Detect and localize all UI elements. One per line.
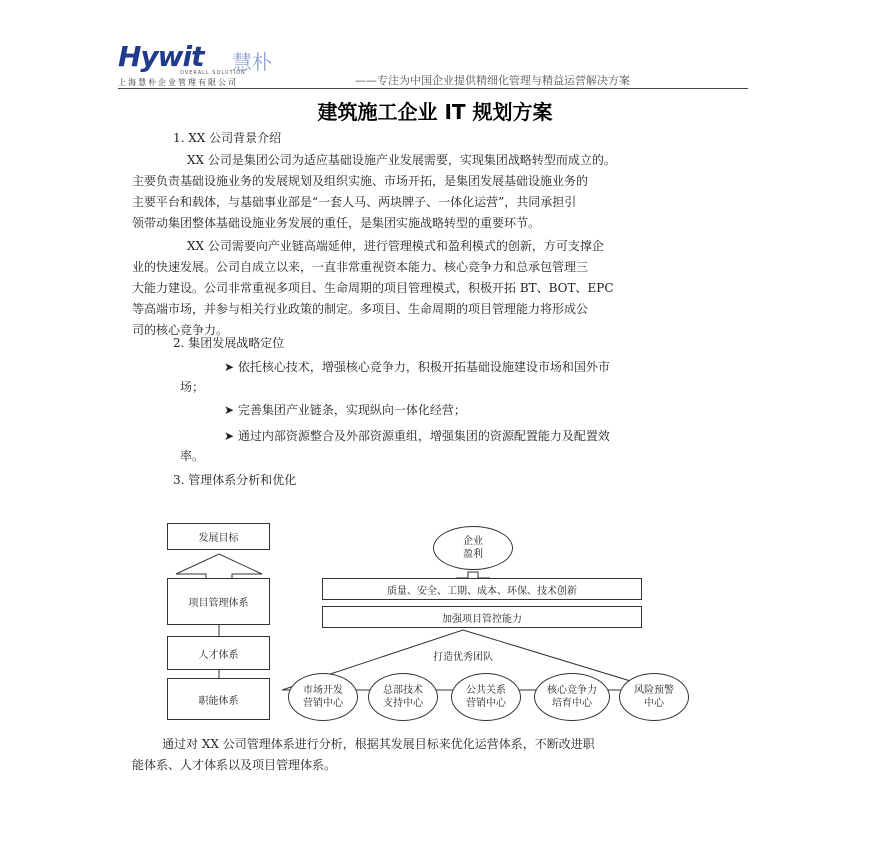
center-oval: 公共关系 营销中心 (451, 673, 521, 721)
logo-company-name: 上海慧朴企业管理有限公司 (118, 78, 238, 87)
bullet-text: 完善集团产业链条，实现纵向一体化经营； (237, 403, 466, 417)
bullet-text: 通过内部资源整合及外部资源重组，增强集团的资源配置能力及配置效 (237, 429, 610, 443)
arrow-bullet-icon: ➤ (224, 429, 238, 443)
text-line: 司的核心竞争力。 (132, 323, 229, 337)
text-line: 能体系、人才体系以及项目管理体系。 (132, 758, 337, 772)
arrow-bullet-icon: ➤ (224, 403, 238, 417)
bullet-text-wrap: 场； (180, 380, 205, 394)
section-3-heading: 3. 管理体系分析和优化 (173, 473, 297, 487)
text-line: XX 公司需要向产业链高端延伸，进行管理模式和盈利模式的创新，方可支撑企 (187, 239, 604, 253)
arrow-bullet-icon: ➤ (224, 360, 238, 374)
text-line: 主要负责基础设施业务的发展规划及组织实施、市场开拓，是集团发展基础设施业务的 (132, 174, 589, 188)
text-line: 业的快速发展。公司自成立以来，一直非常重视资本能力、核心竞争力和总承包管理三 (132, 260, 589, 274)
center-oval: 核心竞争力 培育中心 (534, 673, 610, 721)
logo-subtitle: OVERALL SOLUTION (180, 70, 246, 76)
section-1-heading: 1. XX 公司背景介绍 (173, 131, 282, 145)
text-line: 大能力建设。公司非常重视多项目、生命周期的项目管理模式，积极开拓 BT、BOT、EPC (132, 281, 614, 295)
function-system-box: 职能体系 (167, 678, 270, 720)
talent-system-box: 人才体系 (167, 636, 270, 670)
center-oval: 总部技术 支持中心 (368, 673, 438, 721)
goal-box: 发展目标 (167, 523, 270, 550)
section-2-heading: 2. 集团发展战略定位 (173, 336, 285, 350)
text-line: XX 公司是集团公司为适应基础设施产业发展需要，实现集团战略转型而成立的。 (187, 153, 616, 167)
text-line: 通过对 XX 公司管理体系进行分析，根据其发展目标来优化运营体系，不断改进职 (162, 737, 595, 751)
text-line: 主要平台和载体，与基础事业部是“一套人马、两块牌子、一体化运营”，共同承担引 (132, 195, 577, 209)
document-title: 建筑施工企业 IT 规划方案 (317, 100, 553, 124)
profit-oval: 企业 盈利 (433, 526, 513, 570)
control-bar: 加强项目管控能力 (322, 606, 642, 628)
center-oval: 市场开发 营销中心 (288, 673, 358, 721)
bullet-text-wrap: 率。 (180, 449, 205, 463)
logo-wordmark: Hywit (118, 40, 204, 73)
section-3-closing-paragraph (132, 734, 752, 776)
text-line: 领带动集团整体基础设施业务发展的重任，是集团实施战略转型的重要环节。 (132, 216, 541, 230)
project-mgmt-box: 项目管理体系 (167, 578, 270, 625)
center-oval: 风险预警 中心 (619, 673, 689, 721)
quality-bar: 质量、安全、工期、成本、环保、技术创新 (322, 578, 642, 600)
logo-chinese: 慧朴 (232, 50, 272, 74)
team-label: 打造优秀团队 (433, 652, 493, 663)
bullet-text: 依托核心技术，增强核心竞争力，积极开拓基础设施建设市场和国外市 (237, 360, 610, 374)
text-line: 等高端市场，并参与相关行业政策的制定。多项目、生命周期的项目管理能力将形成公 (132, 302, 589, 316)
header-tagline: ——专注为中国企业提供精细化管理与精益运营解决方案 (355, 74, 630, 87)
